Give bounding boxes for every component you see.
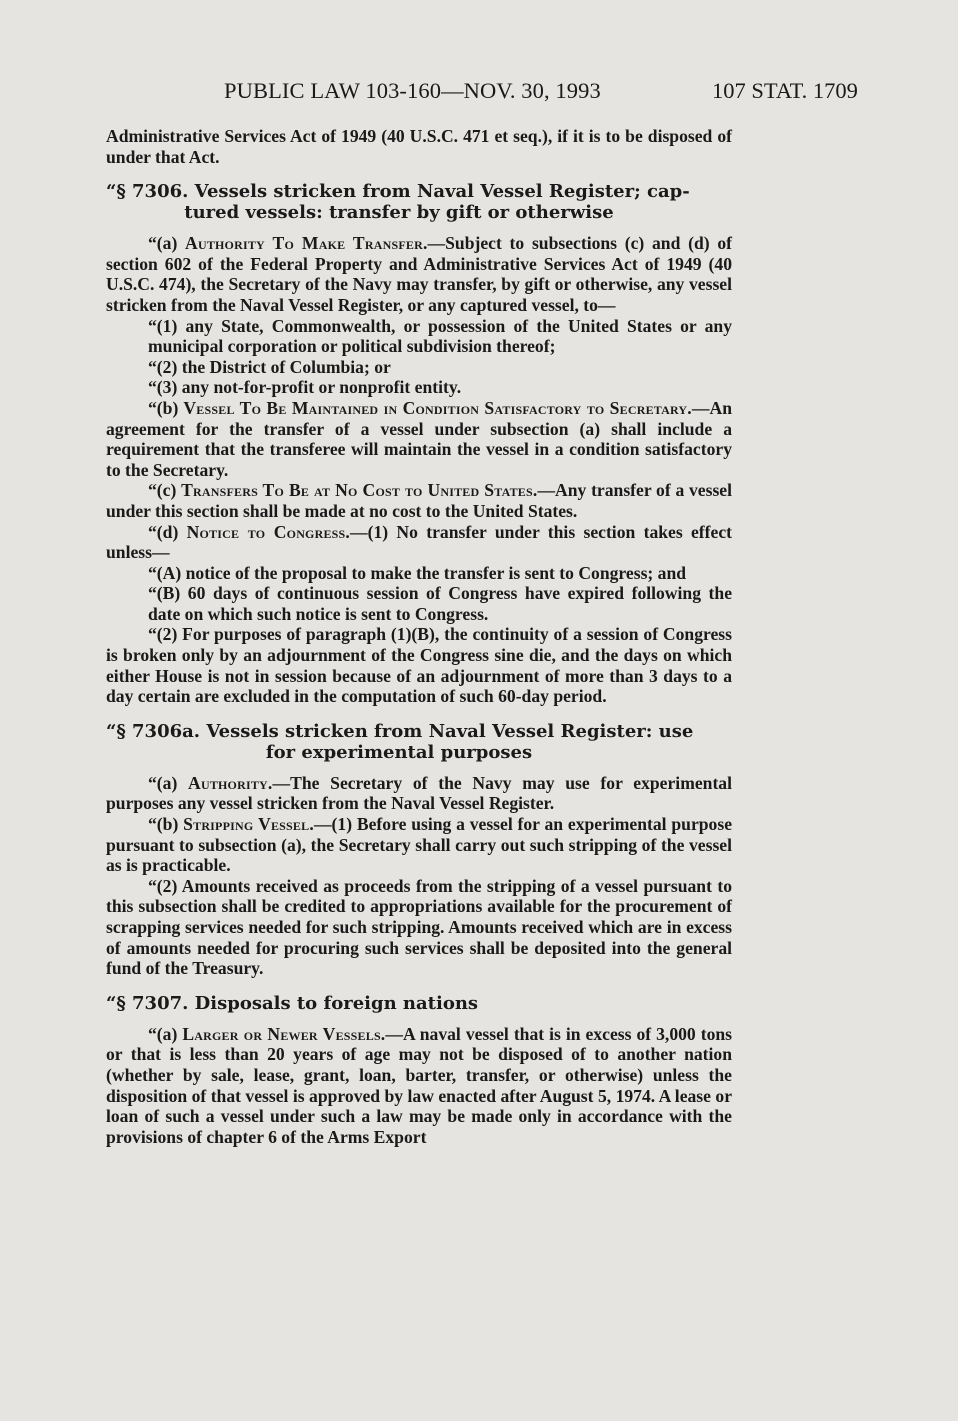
subsection-text: —Any transfer of a vessel under this section shall be made at no cost to the United States. xyxy=(106,480,732,521)
continuation-paragraph: Administrative Services Act of 1949 (40 U.S.C. 471 et seq.), if it is to be disposed of under that Act. xyxy=(106,126,732,167)
section-7306-subsection-a xyxy=(106,233,732,315)
subsection-caption: Authority To Make Transfer. xyxy=(185,233,428,254)
subsection-caption: Larger or Newer Vessels. xyxy=(182,1023,386,1044)
subsection-caption: Transfers To Be at No Cost to United States. xyxy=(181,480,538,501)
section-7306a-heading xyxy=(106,721,732,763)
section-7306-heading-line-1: “§ 7306. Vessels stricken from Naval Vessel Register; cap- xyxy=(106,181,690,203)
subsection-caption: Notice to Congress. xyxy=(186,521,351,542)
subsection-caption: Stripping Vessel. xyxy=(183,814,314,835)
section-7306-d-subparagraph-B: “(B) 60 days of continuous session of Congress have expired following the date on which such notice is sent to Congress. xyxy=(148,583,732,624)
section-7306a-heading-line-1: “§ 7306a. Vessels stricken from Naval Vessel Register: use xyxy=(106,720,694,742)
subsection-text: —An agreement for the transfer of a vessel under subsection (a) shall include a requirement that the transferee will maintain the vessel in a condition satisfactory to the Secretary. xyxy=(106,397,732,480)
subsection-text: —A naval vessel that is in excess of 3,000 tons or that is less than 20 years of age may not be disposed of to another nation (whether by sale, lease, grant, loan, barter, transfer, or otherwise) unless the disposition of that vessel is approved by law enacted after August 5, 1974. A lease or loan of such a vessel under such a law may be made only in accordance with the provisions of chapter 6 of the Arms Export xyxy=(106,1023,733,1147)
subsection-text: —The Secretary of the Navy may use for experimental purposes any vessel stricken from the Naval Vessel Register. xyxy=(106,772,732,814)
section-7306-a-paragraph-3: “(3) any not-for-profit or nonprofit entity. xyxy=(148,377,462,398)
section-7306-d-subparagraph-A: “(A) notice of the proposal to make the transfer is sent to Congress; and xyxy=(148,562,687,583)
section-7306-a-paragraph-2: “(2) the District of Columbia; or xyxy=(148,356,391,377)
section-7306a-heading-line-2: for experimental purposes xyxy=(265,741,533,763)
subsection-label: “(b) xyxy=(148,814,184,835)
subsection-text: —Subject to subsections (c) and (d) of section 602 of the Federal Property and Administrative Services Act of 1949 (40 U.S.C. 474), the Secretary of the Navy may transfer, by gift or otherwise, any vessel stricken from the Naval Vessel Register, or any captured vessel, to— xyxy=(106,233,732,315)
statute-page-number: 107 STAT. 1709 xyxy=(712,78,858,103)
subsection-label: “(c) xyxy=(148,480,182,501)
section-7306a-subsection-b xyxy=(106,814,732,876)
section-7306-heading-line-2: tured vessels: transfer by gift or otherwise xyxy=(184,202,614,224)
section-7306a-b-paragraph-2: “(2) Amounts received as proceeds from the stripping of a vessel pursuant to this subsection shall be credited to appropriations available for the procurement of scrapping services needed for such stripping. Amounts received which are in excess of amounts needed for procuring such services shall be deposited into the general fund of the Treasury. xyxy=(106,875,732,979)
section-7306-subsection-d xyxy=(106,522,732,563)
section-7306-subsection-c xyxy=(106,480,732,521)
section-7306-subsection-b xyxy=(106,398,732,480)
section-7306-a-paragraph-1 xyxy=(106,316,732,357)
subsection-text: —(1) No transfer under this section takes effect unless— xyxy=(106,521,732,563)
subsection-label: “(a) xyxy=(148,233,186,254)
section-7306a-subsection-a xyxy=(106,773,732,814)
subsection-text: —(1) Before using a vessel for an experimental purpose pursuant to subsection (a), the Secretary shall carry out such stripping of the vessel as is practicable. xyxy=(106,814,733,876)
section-7307-heading: “§ 7307. Disposals to foreign nations xyxy=(106,992,479,1014)
subsection-label: “(a) xyxy=(148,1023,183,1044)
subsection-caption: Vessel To Be Maintained in Condition Satisfactory to Secretary. xyxy=(183,397,692,418)
subsection-label: “(a) xyxy=(148,772,189,793)
subsection-label: “(d) xyxy=(148,521,187,542)
running-head xyxy=(0,78,958,108)
section-7307-subsection-a xyxy=(106,1024,732,1148)
section-7306-heading xyxy=(106,181,732,223)
document-body xyxy=(106,126,732,1147)
subsection-label: “(b) xyxy=(148,397,184,418)
subsection-caption: Authority. xyxy=(188,772,273,793)
public-law-title: PUBLIC LAW 103-160—NOV. 30, 1993 xyxy=(224,78,601,103)
section-7306-d-paragraph-2: “(2) For purposes of paragraph (1)(B), the continuity of a session of Congress is broken only by an adjournment of the Congress sine die, and the days on which either House is not in session because of an adjournment of more than 3 days to a day certain are excluded in the computation of such 60-day period. xyxy=(106,624,732,707)
paragraph-text: “(1) any State, Commonwealth, or possession of the United States or any municipal corporation or political subdivision thereof; xyxy=(148,315,732,357)
